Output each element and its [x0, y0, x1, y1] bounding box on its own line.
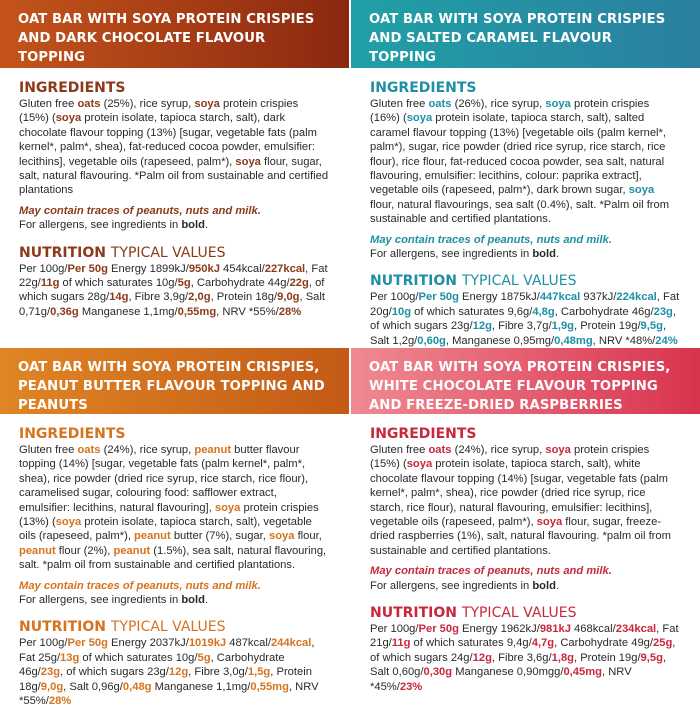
ingredient-text: Gluten free: [370, 444, 429, 456]
allergen-note: [19, 218, 330, 232]
ingredient-text: Gluten free: [370, 98, 429, 110]
per-100g-value: Energy 1875kJ/: [458, 291, 540, 304]
per-100g-value: , Fat 25g/: [19, 637, 315, 664]
nutrition-heading-thin: TYPICAL VALUES: [461, 273, 577, 290]
allergen-highlight: peanut: [113, 544, 151, 557]
allergen-note-prefix: For allergens, see ingredients in: [19, 219, 182, 232]
allergen-highlight: soya: [214, 501, 241, 514]
allergen-highlight: soya: [55, 516, 82, 529]
per-100g-value: of which saturates 9,4g/: [410, 637, 532, 650]
ingredients-text: [19, 97, 330, 198]
per-100g-value: , Fibre 3,9g/: [128, 291, 189, 304]
per-50g-value: 25g: [653, 637, 673, 650]
per-50g-value: 0,36g: [50, 305, 79, 318]
ingredient-text: (26%), rice syrup,: [451, 98, 546, 110]
per-100g-value: , NRV *48%/: [592, 334, 656, 347]
per-100g-value: , Fat 22g/: [19, 262, 328, 290]
per-100g-value: of which saturates 10g/: [59, 277, 178, 290]
per-100g-value: , Manganese 0,95mg/: [445, 334, 555, 347]
ingredient-text: (24%), rice syrup,: [451, 444, 546, 456]
ingredients-heading: INGREDIENTS: [370, 80, 477, 96]
nutrition-heading: [19, 619, 330, 635]
panel-body: [0, 414, 349, 709]
per-100g-value: , Fibre 3,6g/: [491, 651, 552, 664]
nutrition-heading-bold: NUTRITION: [370, 605, 458, 622]
per-50g-value: 23g: [40, 666, 61, 679]
product-title: OAT BAR WITH SOYA PROTEIN CRISPIES AND DARK CHOCOLATE FLAVOUR TOPPING: [0, 0, 349, 68]
per-100g-value: , NRV *55%/: [19, 680, 319, 708]
per-50g-value: 10g: [391, 305, 412, 318]
panel-body: [351, 68, 700, 348]
nutrition-heading: [370, 605, 681, 621]
ingredient-text: protein crispies (13%) (: [19, 501, 319, 529]
nutrition-values: [19, 262, 330, 320]
per-50g-value: 4,7g: [531, 637, 555, 650]
per-100g-value: 454kcal/: [219, 262, 265, 275]
allergen-highlight: peanut: [19, 544, 56, 557]
allergen-highlight: soya: [545, 98, 571, 110]
panel-peanut-butter: [0, 348, 349, 708]
per-100g-value: , Carbohydrate 44g/: [190, 277, 290, 290]
nutrition-values: [370, 622, 681, 694]
allergen-note-prefix: For allergens, see ingredients in: [370, 248, 533, 261]
per-50g-value: 9,5g: [640, 320, 663, 333]
nutrition-values: [19, 636, 330, 708]
ingredient-text: (24%), rice syrup,: [100, 444, 195, 456]
per-100g-value: , Carbohydrate 46g/: [554, 305, 654, 318]
per-100g-value: , Salt 1,2g/: [370, 320, 667, 347]
per-100g-value: of which saturates 10g/: [79, 651, 198, 664]
nutrition-values: [370, 290, 681, 348]
ingredient-text: protein crispies (16%) (: [370, 98, 650, 125]
allergen-note-suffix: .: [204, 219, 209, 232]
per-100g-value: Manganese 1,1mg/: [151, 680, 251, 693]
allergen-note-suffix: .: [204, 594, 209, 607]
allergen-note-suffix: .: [555, 248, 560, 261]
per-100g-value: Per 100g/: [370, 291, 419, 304]
ingredient-text: protein isolate, tapioca starch, salt), white chocolate flavour topping (14%) [sugar, vegetable fats (palm kernel*, palm*, shea), rice powder (dried rice syrup, rice starch, rice flour), natural flavouring, emulsifier: lecithins], vegetable oils (rapeseed, palm*),: [370, 458, 668, 529]
per-50g-value: 1,9g: [551, 320, 574, 333]
allergen-highlight: soya: [406, 458, 433, 471]
per-50g-value: 0,48mg: [554, 334, 593, 347]
nutrition-heading: [370, 273, 681, 289]
per-50g-value: 5g: [197, 651, 211, 664]
per-50g-value: 23%: [399, 680, 423, 693]
per-100g-value: , Carbohydrate 46g/: [19, 651, 285, 679]
per-50g-value: Per 50g: [418, 623, 459, 636]
per-50g-value: 0,55mg: [177, 305, 217, 318]
traces-warning: May contain traces of peanuts, nuts and milk.: [19, 579, 261, 592]
ingredient-text: butter (7%), sugar,: [170, 530, 269, 543]
per-50g-value: 1,5g: [247, 666, 271, 679]
traces-warning: May contain traces of peanuts, nuts and milk.: [370, 565, 612, 578]
per-50g-value: 13g: [60, 651, 80, 664]
ingredient-text: Gluten free: [19, 98, 78, 110]
allergen-note: [370, 579, 681, 593]
traces-warning: May contain traces of peanuts, nuts and milk.: [19, 204, 261, 217]
per-100g-value: , Protein 19g/: [574, 320, 641, 333]
allergen-highlight: soya: [235, 155, 261, 168]
per-50g-value: 2,0g: [188, 291, 211, 304]
per-50g-value: 22g: [289, 277, 309, 290]
ingredients-text: [370, 443, 681, 558]
allergen-note-bold: bold: [181, 594, 205, 607]
ingredients-heading: INGREDIENTS: [19, 80, 126, 96]
per-50g-value: Per 50g: [67, 637, 108, 650]
allergen-note: [370, 247, 681, 261]
allergen-note-bold: bold: [181, 219, 205, 232]
per-100g-value: 487kcal/: [226, 637, 271, 650]
per-100g-value: Manganese 0,90mgg/: [452, 666, 564, 679]
per-100g-value: Energy 1899kJ/: [107, 262, 189, 275]
per-50g-value: 12g: [472, 651, 492, 664]
ingredient-text: protein isolate, tapioca starch, salt), salted caramel flavour topping (13%) [vegetable oils (palm kernel*, palm*), sugar, rice powder (dried rice syrup, rice starch, rice flour), rice flour, fat-reduced cocoa powder, sea salt, natural flavouring, emulsifier: lecithins, colour: paprika extract], vegetable oils (rapeseed, palm*), dark brown sugar,: [370, 112, 666, 197]
allergen-highlight: peanut: [194, 444, 232, 456]
per-100g-value: , of which sugars 24g/: [370, 637, 676, 664]
ingredient-text: butter flavour topping (14%) [sugar, vegetable fats (palm kernel*, palm*, shea), rice powder (dried rice syrup, rice starch, rice flour), caramelised sugar, colouring food: safflower extract, emulsifier: lecithins, natural flavouring],: [19, 444, 309, 514]
allergen-highlight: soya: [268, 530, 295, 543]
per-100g-value: Manganese 1,1mg/: [78, 305, 178, 318]
per-50g-value: 447kcal: [539, 291, 581, 304]
per-100g-value: , NRV *55%/: [216, 305, 279, 318]
per-50g-value: Per 50g: [418, 291, 459, 304]
per-50g-value: 0,45mg: [563, 666, 603, 679]
per-50g-value: Per 50g: [67, 262, 108, 275]
per-50g-value: 981kJ: [539, 623, 571, 636]
per-100g-value: , Fibre 3,7g/: [491, 320, 552, 333]
allergen-highlight: oats: [77, 444, 101, 456]
allergen-note-bold: bold: [532, 248, 556, 261]
per-50g-value: 0,55mg: [250, 680, 289, 693]
per-50g-value: 11g: [391, 637, 411, 650]
allergen-note-bold: bold: [532, 579, 556, 592]
panel-white-chocolate-raspberry: [351, 348, 700, 693]
per-50g-value: 950kJ: [188, 262, 220, 275]
product-title: OAT BAR WITH SOYA PROTEIN CRISPIES, WHITE CHOCOLATE FLAVOUR TOPPING AND FREEZE-DRIED RASPBERRIES: [351, 348, 700, 414]
per-100g-value: , of which sugars 23g/: [370, 305, 676, 333]
ingredient-text: flour, natural flavourings, sea salt (0.4%), salt. *Palm oil from sustainable and certified plantations.: [370, 198, 670, 226]
nutrition-heading-bold: NUTRITION: [370, 273, 458, 290]
panel-body: [351, 414, 700, 694]
per-50g-value: 12g: [168, 666, 189, 679]
panel-body: [0, 68, 349, 319]
allergen-note-suffix: .: [555, 579, 560, 592]
ingredient-text: flour, sugar, salt, natural flavouring. *Palm oil from sustainable and certified plantations: [19, 155, 329, 197]
ingredients-text: [19, 443, 330, 573]
per-100g-value: , Protein 19g/: [574, 651, 641, 664]
per-100g-value: 468kcal/: [570, 623, 616, 636]
ingredient-text: Gluten free: [19, 444, 78, 456]
per-100g-value: Per 100g/: [19, 262, 68, 275]
nutrition-heading-bold: NUTRITION: [19, 244, 107, 261]
allergen-highlight: oats: [428, 98, 452, 110]
nutrition-heading-thin: TYPICAL VALUES: [110, 244, 226, 261]
allergen-highlight: soya: [545, 444, 571, 456]
ingredients-heading: INGREDIENTS: [19, 426, 126, 442]
per-50g-value: 234kcal: [615, 623, 657, 636]
per-50g-value: 0,60g: [417, 334, 446, 347]
traces-warning: May contain traces of peanuts, nuts and milk.: [370, 233, 612, 246]
ingredients-heading: INGREDIENTS: [370, 426, 477, 442]
per-50g-value: 227kcal: [264, 262, 306, 275]
per-100g-value: Per 100g/: [19, 637, 68, 650]
per-50g-value: 14g: [109, 291, 129, 304]
per-50g-value: 11g: [40, 277, 60, 290]
allergen-highlight: oats: [428, 444, 452, 456]
per-100g-value: , Salt 0,96g/: [63, 680, 123, 693]
ingredient-text: protein crispies (15%) (: [19, 98, 299, 125]
per-50g-value: 24%: [655, 334, 678, 347]
per-100g-value: of which saturates 9,6g/: [411, 305, 533, 318]
per-100g-value: , Protein 18g/: [19, 666, 312, 693]
allergen-highlight: soya: [406, 112, 433, 125]
ingredient-text: protein crispies (15%) (: [370, 444, 650, 471]
per-100g-value: , NRV *45%/: [370, 666, 632, 693]
nutrition-heading: [19, 245, 330, 261]
allergen-note: [19, 593, 330, 607]
per-100g-value: 937kJ/: [580, 291, 617, 304]
allergen-note-prefix: For allergens, see ingredients in: [19, 594, 182, 607]
nutrition-heading-thin: TYPICAL VALUES: [110, 619, 226, 636]
ingredient-text: (1.5%), sea salt, natural flavouring, salt. *palm oil from sustainable and certified plantations.: [19, 544, 327, 572]
product-title: OAT BAR WITH SOYA PROTEIN CRISPIES AND SALTED CARAMEL FLAVOUR TOPPING: [351, 0, 700, 68]
per-100g-value: Energy 1962kJ/: [458, 623, 540, 636]
per-50g-value: 5g: [177, 277, 191, 290]
ingredient-text: (25%), rice syrup,: [100, 98, 195, 110]
per-100g-value: , Fat 21g/: [370, 623, 679, 650]
per-50g-value: 224kcal: [616, 291, 657, 304]
per-50g-value: 28%: [278, 305, 302, 318]
per-50g-value: 12g: [472, 320, 492, 333]
allergen-highlight: soya: [194, 98, 220, 110]
ingredients-text: [370, 97, 681, 227]
panel-salted-caramel: [351, 0, 700, 347]
per-50g-value: 9,0g: [277, 291, 300, 304]
allergen-highlight: soya: [628, 184, 655, 197]
per-50g-value: 0,30g: [423, 666, 453, 679]
product-title: OAT BAR WITH SOYA PROTEIN CRISPIES, PEANUT BUTTER FLAVOUR TOPPING AND PEANUTS: [0, 348, 349, 414]
allergen-note-prefix: For allergens, see ingredients in: [370, 579, 533, 592]
per-100g-value: , Fibre 3,0g/: [188, 666, 248, 679]
allergen-highlight: oats: [77, 98, 101, 110]
panel-dark-chocolate: [0, 0, 349, 340]
per-100g-value: Per 100g/: [370, 623, 419, 636]
per-50g-value: 28%: [48, 695, 72, 708]
per-50g-value: 4,8g: [532, 305, 555, 318]
per-100g-value: , Carbohydrate 49g/: [554, 637, 653, 650]
per-50g-value: 1,8g: [551, 651, 574, 664]
per-100g-value: , of which sugars 28g/: [19, 277, 325, 304]
nutrition-heading-bold: NUTRITION: [19, 619, 107, 636]
per-50g-value: 244kcal: [270, 637, 312, 650]
per-100g-value: , Fat 20g/: [370, 291, 680, 318]
ingredient-text: flour, sugar, freeze-dried raspberries (1%), salt, natural flavouring. *palm oil from sustainable and certified plantations.: [370, 516, 671, 557]
ingredient-text: protein isolate, tapioca starch, salt), dark chocolate flavour topping (13%) [sugar, vegetable fats (palm kernel*, palm*, shea), fat-reduced cocoa powder, emulsifier: lecithins], vegetable oils (rapeseed, palm*),: [19, 112, 317, 168]
per-100g-value: , Salt 0,60g/: [370, 651, 667, 679]
ingredient-text: protein isolate, tapioca starch, salt), vegetable oils (rapeseed, palm*),: [19, 516, 312, 543]
per-50g-value: 9,5g: [640, 651, 663, 664]
allergen-highlight: soya: [536, 516, 563, 529]
per-100g-value: Energy 2037kJ/: [107, 637, 189, 650]
allergen-highlight: peanut: [134, 530, 171, 543]
per-100g-value: , Protein 18g/: [210, 291, 278, 304]
ingredient-text: flour,: [294, 530, 322, 543]
per-50g-value: 9,0g: [40, 680, 64, 693]
nutrition-heading-thin: TYPICAL VALUES: [461, 605, 577, 622]
ingredient-text: flour (2%),: [55, 544, 114, 557]
per-100g-value: , Salt 0,71g/: [19, 291, 325, 318]
per-100g-value: , of which sugars 23g/: [60, 666, 169, 679]
per-50g-value: 1019kJ: [188, 637, 227, 650]
allergen-highlight: soya: [55, 112, 82, 125]
per-50g-value: 23g: [653, 305, 673, 318]
per-50g-value: 0,48g: [122, 680, 152, 693]
